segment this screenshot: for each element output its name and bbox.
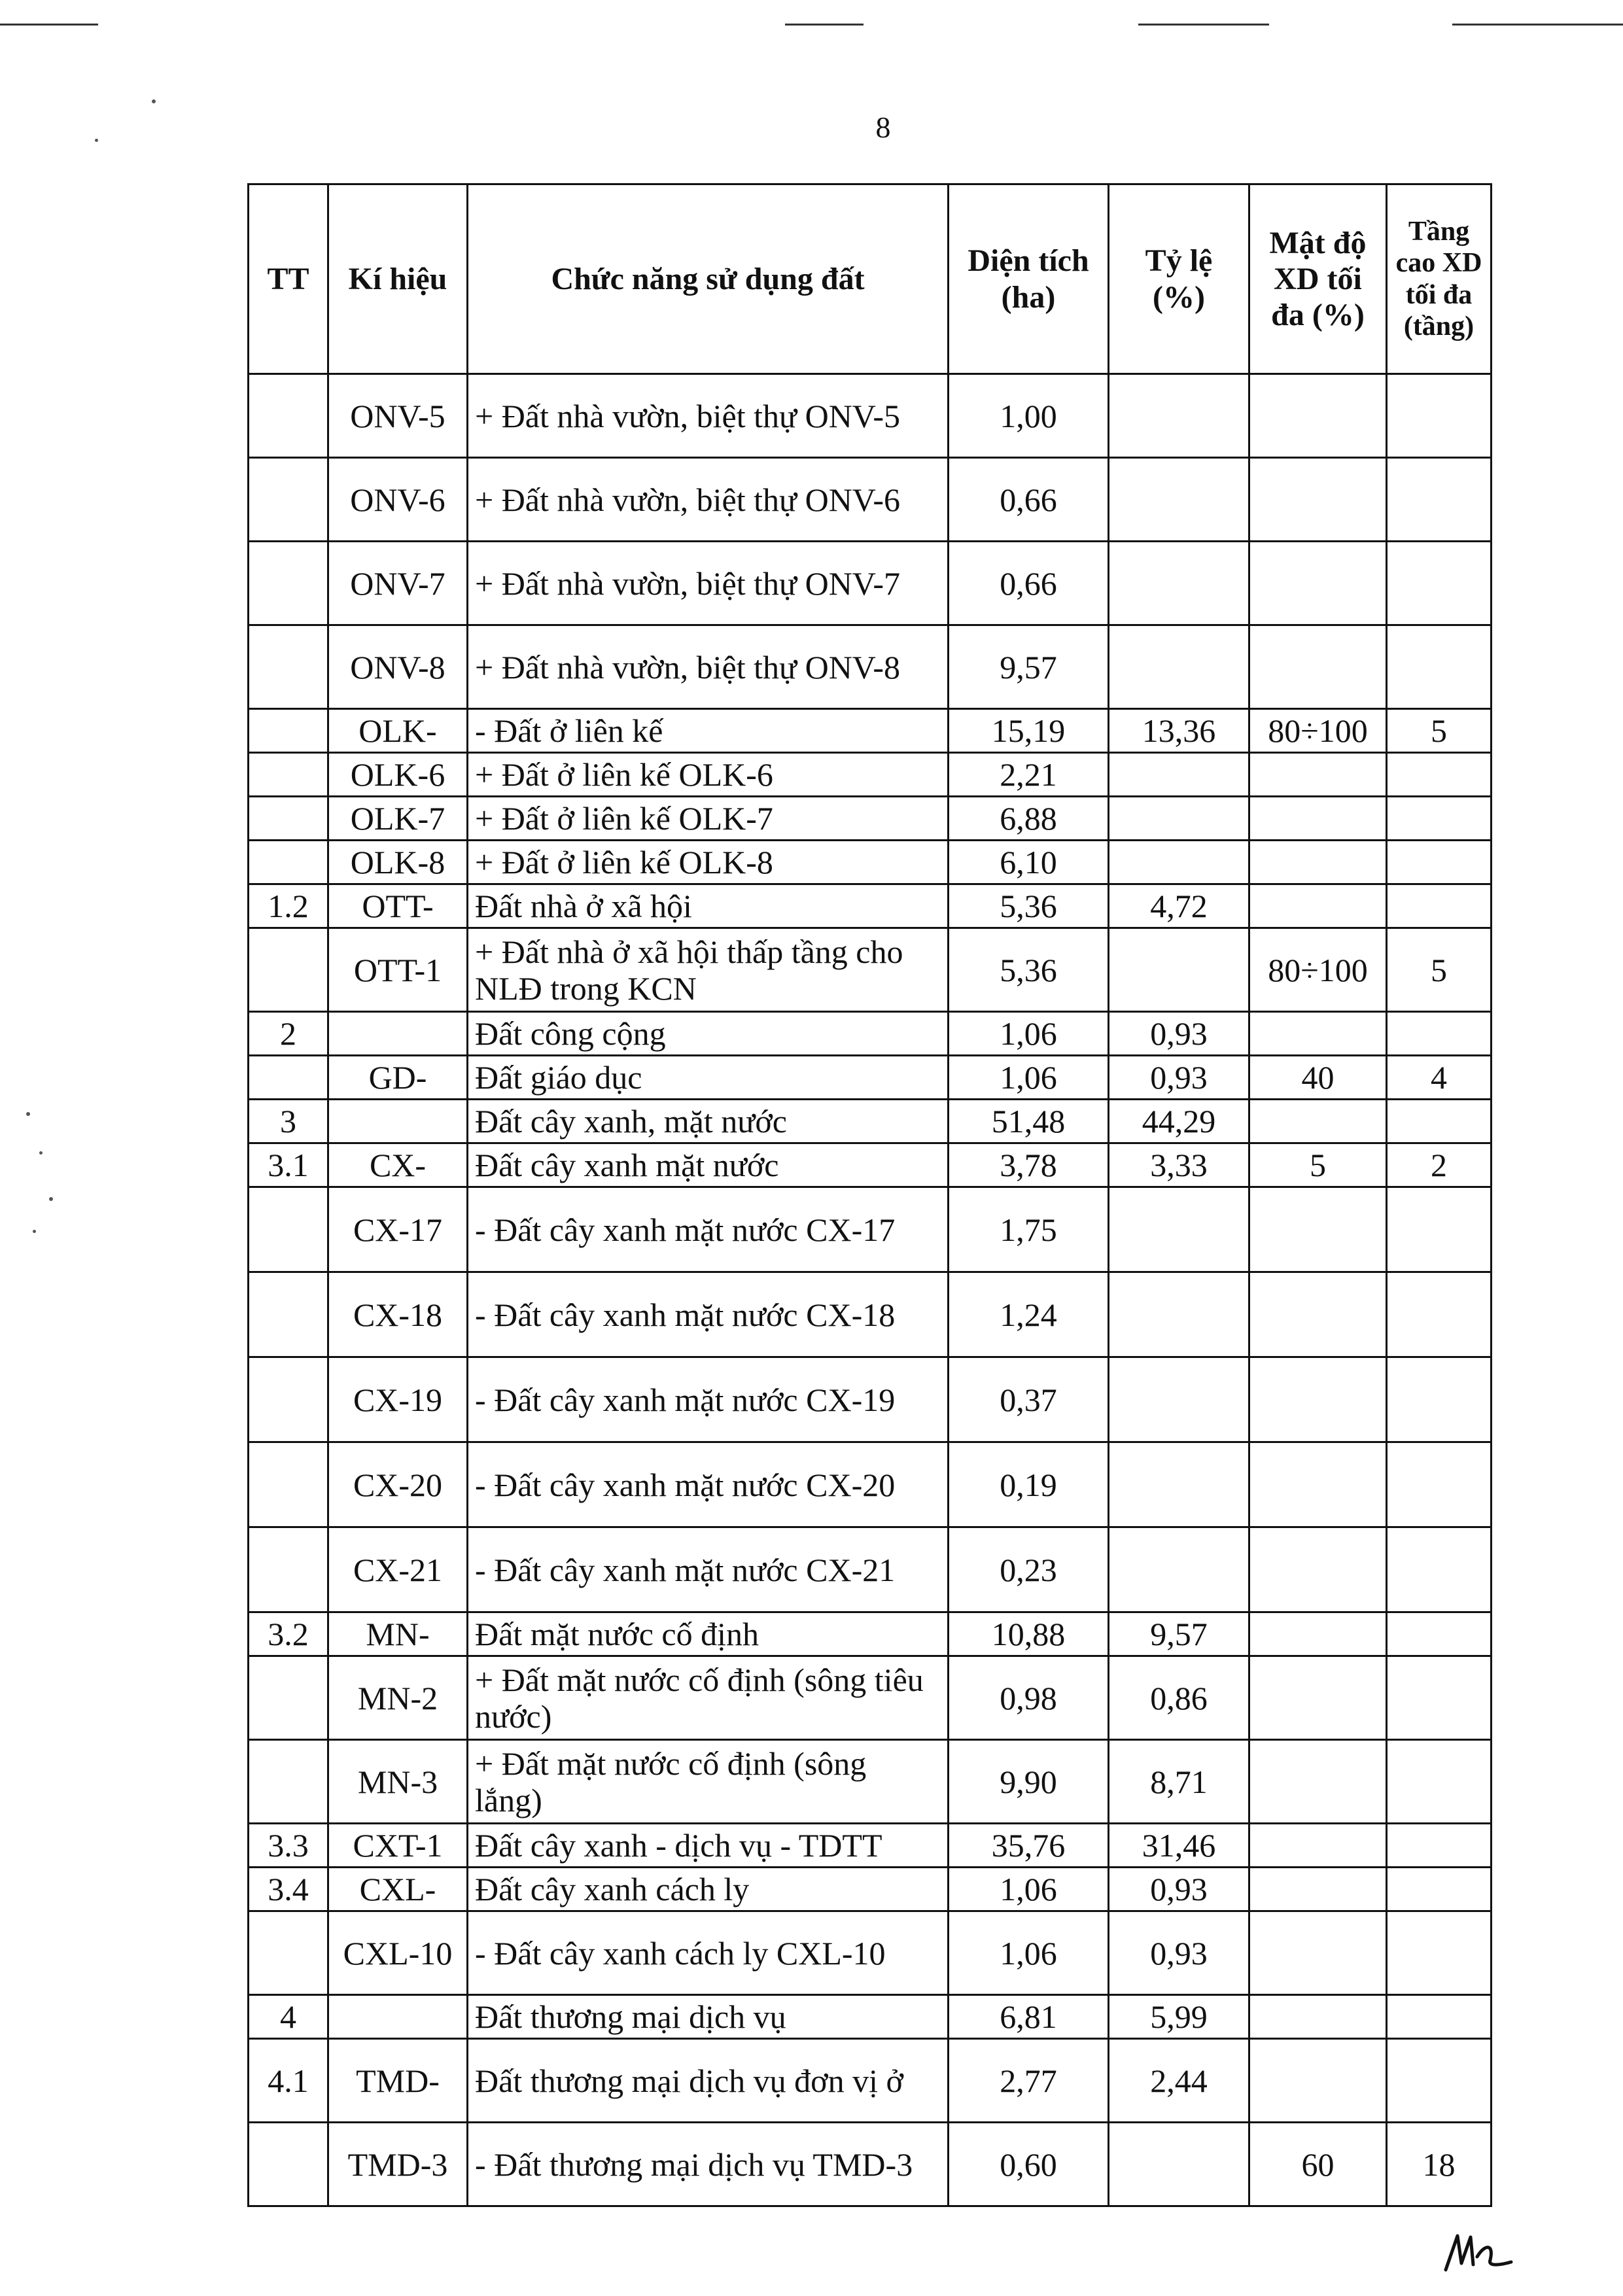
cell-function: - Đất cây xanh mặt nước CX-17 xyxy=(468,1187,949,1272)
cell-density: 5 xyxy=(1249,1143,1387,1187)
cell-area: 6,88 xyxy=(949,797,1109,841)
cell-function: - Đất cây xanh mặt nước CX-19 xyxy=(468,1357,949,1442)
cell-area: 51,48 xyxy=(949,1100,1109,1143)
scan-edge-line xyxy=(1138,24,1269,26)
cell-ratio: 9,57 xyxy=(1109,1612,1249,1656)
cell-tt xyxy=(249,458,328,542)
cell-tt xyxy=(249,2123,328,2206)
cell-tt xyxy=(249,1187,328,1272)
cell-area: 0,60 xyxy=(949,2123,1109,2206)
table-row xyxy=(249,1527,1492,1612)
cell-density xyxy=(1249,753,1387,797)
cell-code: TMD-3 xyxy=(328,2123,468,2206)
cell-tt xyxy=(249,709,328,753)
cell-density xyxy=(1249,1612,1387,1656)
cell-floors xyxy=(1387,797,1492,841)
cell-density xyxy=(1249,458,1387,542)
table-row xyxy=(249,884,1492,928)
table-row xyxy=(249,1824,1492,1868)
cell-floors xyxy=(1387,2039,1492,2123)
table-row xyxy=(249,709,1492,753)
cell-floors xyxy=(1387,542,1492,625)
cell-tt: 3.2 xyxy=(249,1612,328,1656)
header-area: Diện tích (ha) xyxy=(949,184,1109,374)
cell-tt xyxy=(249,1272,328,1357)
cell-area: 35,76 xyxy=(949,1824,1109,1868)
table-header-row xyxy=(249,184,1492,374)
cell-function: Đất cây xanh, mặt nước xyxy=(468,1100,949,1143)
cell-ratio xyxy=(1109,841,1249,884)
cell-code: CXL-10 xyxy=(328,1911,468,1995)
cell-function: - Đất cây xanh mặt nước CX-20 xyxy=(468,1442,949,1527)
cell-floors xyxy=(1387,1868,1492,1911)
cell-function: Đất cây xanh - dịch vụ - TDTT xyxy=(468,1824,949,1868)
cell-floors xyxy=(1387,841,1492,884)
cell-tt: 3.4 xyxy=(249,1868,328,1911)
cell-tt xyxy=(249,1056,328,1100)
table-row xyxy=(249,753,1492,797)
cell-code xyxy=(328,1995,468,2039)
cell-floors xyxy=(1387,1995,1492,2039)
cell-code: OLK-6 xyxy=(328,753,468,797)
cell-function: + Đất ở liên kế OLK-7 xyxy=(468,797,949,841)
cell-area: 0,37 xyxy=(949,1357,1109,1442)
cell-function: Đất thương mại dịch vụ đơn vị ở xyxy=(468,2039,949,2123)
cell-ratio: 0,86 xyxy=(1109,1656,1249,1740)
cell-code: ONV-5 xyxy=(328,374,468,458)
cell-density: 60 xyxy=(1249,2123,1387,2206)
table-row xyxy=(249,458,1492,542)
table-row xyxy=(249,1656,1492,1740)
cell-function: - Đất cây xanh mặt nước CX-21 xyxy=(468,1527,949,1612)
cell-function: + Đất nhà vườn, biệt thự ONV-7 xyxy=(468,542,949,625)
table-row xyxy=(249,841,1492,884)
cell-function: Đất thương mại dịch vụ xyxy=(468,1995,949,2039)
cell-function: - Đất cây xanh mặt nước CX-18 xyxy=(468,1272,949,1357)
cell-floors xyxy=(1387,1100,1492,1143)
cell-function: + Đất ở liên kế OLK-8 xyxy=(468,841,949,884)
table-row xyxy=(249,1442,1492,1527)
cell-function: + Đất mặt nước cố định (sông lắng) xyxy=(468,1740,949,1824)
cell-tt xyxy=(249,1911,328,1995)
table-row xyxy=(249,2039,1492,2123)
cell-density xyxy=(1249,1656,1387,1740)
cell-density xyxy=(1249,1995,1387,2039)
scan-speck xyxy=(95,139,98,142)
cell-floors xyxy=(1387,1612,1492,1656)
cell-area: 15,19 xyxy=(949,709,1109,753)
cell-floors xyxy=(1387,374,1492,458)
cell-ratio: 2,44 xyxy=(1109,2039,1249,2123)
cell-code xyxy=(328,1012,468,1056)
cell-function: + Đất nhà vườn, biệt thự ONV-6 xyxy=(468,458,949,542)
table-row xyxy=(249,1995,1492,2039)
table-row xyxy=(249,1740,1492,1824)
cell-density xyxy=(1249,841,1387,884)
table-row xyxy=(249,1143,1492,1187)
cell-function: Đất công cộng xyxy=(468,1012,949,1056)
cell-area: 5,36 xyxy=(949,928,1109,1012)
cell-ratio xyxy=(1109,1357,1249,1442)
cell-area: 10,88 xyxy=(949,1612,1109,1656)
cell-tt xyxy=(249,1527,328,1612)
cell-area: 3,78 xyxy=(949,1143,1109,1187)
cell-floors xyxy=(1387,1527,1492,1612)
table-row xyxy=(249,1100,1492,1143)
cell-area: 1,00 xyxy=(949,374,1109,458)
cell-code: ONV-6 xyxy=(328,458,468,542)
cell-area: 0,23 xyxy=(949,1527,1109,1612)
cell-floors: 4 xyxy=(1387,1056,1492,1100)
table-row xyxy=(249,2123,1492,2206)
table-row xyxy=(249,1187,1492,1272)
cell-function: Đất cây xanh mặt nước xyxy=(468,1143,949,1187)
cell-function: - Đất thương mại dịch vụ TMD-3 xyxy=(468,2123,949,2206)
cell-area: 1,06 xyxy=(949,1868,1109,1911)
cell-floors xyxy=(1387,1740,1492,1824)
cell-area: 1,75 xyxy=(949,1187,1109,1272)
cell-floors xyxy=(1387,625,1492,709)
cell-ratio: 0,93 xyxy=(1109,1012,1249,1056)
cell-ratio: 0,93 xyxy=(1109,1056,1249,1100)
cell-density xyxy=(1249,1868,1387,1911)
cell-ratio: 5,99 xyxy=(1109,1995,1249,2039)
cell-tt xyxy=(249,1740,328,1824)
cell-area: 1,06 xyxy=(949,1012,1109,1056)
cell-ratio xyxy=(1109,928,1249,1012)
cell-ratio xyxy=(1109,625,1249,709)
cell-code: OTT-1 xyxy=(328,928,468,1012)
cell-floors xyxy=(1387,1824,1492,1868)
cell-area: 1,06 xyxy=(949,1056,1109,1100)
cell-ratio xyxy=(1109,1272,1249,1357)
cell-ratio xyxy=(1109,458,1249,542)
cell-floors: 5 xyxy=(1387,709,1492,753)
cell-area: 1,24 xyxy=(949,1272,1109,1357)
cell-area: 5,36 xyxy=(949,884,1109,928)
cell-density: 80÷100 xyxy=(1249,709,1387,753)
header-ratio: Tỷ lệ (%) xyxy=(1109,184,1249,374)
cell-function: Đất nhà ở xã hội xyxy=(468,884,949,928)
header-function: Chức năng sử dụng đất xyxy=(468,184,949,374)
cell-tt: 3.1 xyxy=(249,1143,328,1187)
cell-ratio: 0,93 xyxy=(1109,1911,1249,1995)
handwritten-initials xyxy=(1439,2224,1518,2276)
cell-tt xyxy=(249,797,328,841)
cell-ratio xyxy=(1109,374,1249,458)
cell-code: CX-20 xyxy=(328,1442,468,1527)
cell-tt xyxy=(249,1442,328,1527)
cell-density xyxy=(1249,1911,1387,1995)
cell-code: OLK-8 xyxy=(328,841,468,884)
cell-area: 1,06 xyxy=(949,1911,1109,1995)
cell-density xyxy=(1249,542,1387,625)
header-tt: TT xyxy=(249,184,328,374)
scan-edge-line xyxy=(785,24,864,26)
table-row xyxy=(249,1868,1492,1911)
cell-density xyxy=(1249,2039,1387,2123)
scan-speck xyxy=(33,1230,36,1233)
cell-tt: 3.3 xyxy=(249,1824,328,1868)
cell-tt: 4 xyxy=(249,1995,328,2039)
cell-floors xyxy=(1387,1656,1492,1740)
table-row xyxy=(249,1911,1492,1995)
cell-function: Đất cây xanh cách ly xyxy=(468,1868,949,1911)
cell-code: GD- xyxy=(328,1056,468,1100)
cell-area: 0,19 xyxy=(949,1442,1109,1527)
cell-function: + Đất nhà ở xã hội thấp tầng cho NLĐ trong KCN xyxy=(468,928,949,1012)
scan-speck xyxy=(152,99,156,103)
cell-floors: 2 xyxy=(1387,1143,1492,1187)
cell-density xyxy=(1249,1527,1387,1612)
cell-code: CXT-1 xyxy=(328,1824,468,1868)
cell-function: Đất mặt nước cố định xyxy=(468,1612,949,1656)
cell-ratio: 44,29 xyxy=(1109,1100,1249,1143)
cell-floors xyxy=(1387,884,1492,928)
table-row xyxy=(249,1056,1492,1100)
cell-area: 0,98 xyxy=(949,1656,1109,1740)
table-row xyxy=(249,625,1492,709)
cell-code: OLK-7 xyxy=(328,797,468,841)
table-row xyxy=(249,797,1492,841)
cell-tt xyxy=(249,542,328,625)
cell-area: 0,66 xyxy=(949,458,1109,542)
cell-code: MN- xyxy=(328,1612,468,1656)
cell-ratio xyxy=(1109,1187,1249,1272)
table-row xyxy=(249,374,1492,458)
cell-function: + Đất nhà vườn, biệt thự ONV-8 xyxy=(468,625,949,709)
cell-tt xyxy=(249,374,328,458)
cell-ratio xyxy=(1109,797,1249,841)
cell-density xyxy=(1249,1824,1387,1868)
cell-code: CXL- xyxy=(328,1868,468,1911)
cell-code: TMD- xyxy=(328,2039,468,2123)
cell-tt: 1.2 xyxy=(249,884,328,928)
cell-floors xyxy=(1387,1012,1492,1056)
cell-tt xyxy=(249,625,328,709)
cell-floors xyxy=(1387,1911,1492,1995)
cell-function: + Đất nhà vườn, biệt thự ONV-5 xyxy=(468,374,949,458)
table-row xyxy=(249,542,1492,625)
cell-ratio xyxy=(1109,753,1249,797)
cell-code: MN-3 xyxy=(328,1740,468,1824)
cell-floors xyxy=(1387,458,1492,542)
cell-area: 9,57 xyxy=(949,625,1109,709)
cell-area: 6,81 xyxy=(949,1995,1109,2039)
cell-ratio xyxy=(1109,1442,1249,1527)
cell-density xyxy=(1249,1272,1387,1357)
cell-density xyxy=(1249,1442,1387,1527)
cell-area: 6,10 xyxy=(949,841,1109,884)
table-row xyxy=(249,1012,1492,1056)
cell-tt: 2 xyxy=(249,1012,328,1056)
cell-floors xyxy=(1387,1442,1492,1527)
cell-code: CX-19 xyxy=(328,1357,468,1442)
cell-ratio: 0,93 xyxy=(1109,1868,1249,1911)
cell-code xyxy=(328,1100,468,1143)
cell-function: - Đất cây xanh cách ly CXL-10 xyxy=(468,1911,949,1995)
cell-density xyxy=(1249,625,1387,709)
cell-area: 2,77 xyxy=(949,2039,1109,2123)
cell-code: OTT- xyxy=(328,884,468,928)
cell-function: Đất giáo dục xyxy=(468,1056,949,1100)
cell-function: + Đất mặt nước cố định (sông tiêu nước) xyxy=(468,1656,949,1740)
cell-density xyxy=(1249,1100,1387,1143)
cell-ratio: 4,72 xyxy=(1109,884,1249,928)
cell-density xyxy=(1249,1012,1387,1056)
cell-area: 0,66 xyxy=(949,542,1109,625)
cell-code: CX- xyxy=(328,1143,468,1187)
cell-density xyxy=(1249,884,1387,928)
cell-code: CX-17 xyxy=(328,1187,468,1272)
table-row xyxy=(249,1612,1492,1656)
cell-area: 9,90 xyxy=(949,1740,1109,1824)
scan-speck xyxy=(49,1197,53,1201)
cell-density xyxy=(1249,374,1387,458)
cell-density xyxy=(1249,1187,1387,1272)
cell-floors xyxy=(1387,753,1492,797)
scan-edge-line xyxy=(1452,24,1623,26)
cell-floors: 18 xyxy=(1387,2123,1492,2206)
cell-ratio xyxy=(1109,1527,1249,1612)
cell-ratio xyxy=(1109,542,1249,625)
cell-ratio: 3,33 xyxy=(1109,1143,1249,1187)
land-use-table xyxy=(247,183,1492,2207)
cell-density: 40 xyxy=(1249,1056,1387,1100)
cell-floors: 5 xyxy=(1387,928,1492,1012)
cell-density xyxy=(1249,797,1387,841)
header-density: Mật độ XD tối đa (%) xyxy=(1249,184,1387,374)
page-number: 8 xyxy=(875,111,891,144)
cell-code: OLK- xyxy=(328,709,468,753)
scan-speck xyxy=(26,1112,30,1116)
cell-density: 80÷100 xyxy=(1249,928,1387,1012)
header-floors: Tầng cao XD tối đa (tầng) xyxy=(1387,184,1492,374)
cell-code: ONV-7 xyxy=(328,542,468,625)
cell-ratio: 31,46 xyxy=(1109,1824,1249,1868)
cell-code: CX-21 xyxy=(328,1527,468,1612)
header-code: Kí hiệu xyxy=(328,184,468,374)
cell-tt: 3 xyxy=(249,1100,328,1143)
cell-floors xyxy=(1387,1357,1492,1442)
cell-ratio xyxy=(1109,2123,1249,2206)
cell-area: 2,21 xyxy=(949,753,1109,797)
cell-floors xyxy=(1387,1272,1492,1357)
cell-tt xyxy=(249,1357,328,1442)
cell-density xyxy=(1249,1740,1387,1824)
scan-speck xyxy=(39,1151,43,1155)
cell-code: ONV-8 xyxy=(328,625,468,709)
cell-floors xyxy=(1387,1187,1492,1272)
cell-tt xyxy=(249,841,328,884)
cell-tt xyxy=(249,1656,328,1740)
cell-density xyxy=(1249,1357,1387,1442)
cell-function: - Đất ở liên kế xyxy=(468,709,949,753)
cell-tt: 4.1 xyxy=(249,2039,328,2123)
cell-code: CX-18 xyxy=(328,1272,468,1357)
cell-ratio: 13,36 xyxy=(1109,709,1249,753)
cell-tt xyxy=(249,928,328,1012)
cell-code: MN-2 xyxy=(328,1656,468,1740)
cell-function: + Đất ở liên kế OLK-6 xyxy=(468,753,949,797)
cell-tt xyxy=(249,753,328,797)
table-row xyxy=(249,1357,1492,1442)
table-row xyxy=(249,1272,1492,1357)
scan-edge-line xyxy=(0,24,98,26)
cell-ratio: 8,71 xyxy=(1109,1740,1249,1824)
table-row xyxy=(249,928,1492,1012)
